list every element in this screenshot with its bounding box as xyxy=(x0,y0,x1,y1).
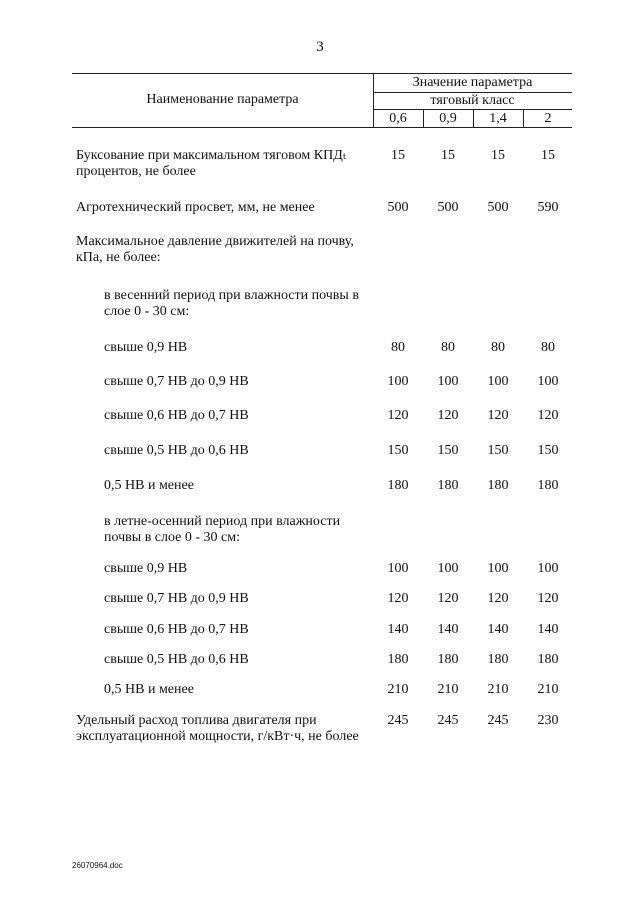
row-value: 140 xyxy=(487,622,509,637)
row-value: 100 xyxy=(537,561,559,576)
row-value: 180 xyxy=(437,478,459,493)
header-traction-class: тяговый класс xyxy=(430,93,515,108)
row-value: 120 xyxy=(537,591,559,606)
page-number: 3 xyxy=(316,39,324,55)
footer-filename: 26070964.doc xyxy=(72,861,123,870)
row-value: 15 xyxy=(441,148,455,163)
row-value: 150 xyxy=(437,443,459,458)
row-label: свыше 0,9 НВ xyxy=(104,340,188,355)
row-value: 15 xyxy=(541,148,555,163)
header-class-1-4: 1,4 xyxy=(489,111,507,126)
row-value: 140 xyxy=(537,622,559,637)
row-value: 15 xyxy=(391,148,405,163)
row-label: 0,5 НВ и менее xyxy=(104,478,194,493)
header-top-rule xyxy=(72,73,572,74)
row-value: 500 xyxy=(387,200,409,215)
row-value: 100 xyxy=(487,561,509,576)
row-label: свыше 0,5 НВ до 0,6 НВ xyxy=(104,652,249,667)
header-param-name: Наименование параметра xyxy=(146,92,299,107)
row-label: свыше 0,6 НВ до 0,7 НВ xyxy=(104,622,249,637)
row-label: Удельный расход топлива двигателя при эксплуатационной мощности, г/кВт·ч, не более xyxy=(76,713,359,744)
header-class-2: 2 xyxy=(544,111,552,126)
row-label: свыше 0,9 НВ xyxy=(104,561,188,576)
row-label: Максимальное давление движителей на почву, кПа, не более: xyxy=(76,234,354,265)
header-param-value: Значение параметра xyxy=(412,75,533,90)
row-label: свыше 0,5 НВ до 0,6 НВ xyxy=(104,443,249,458)
row-value: 245 xyxy=(487,713,509,728)
row-value: 230 xyxy=(537,713,559,728)
row-value: 180 xyxy=(387,652,409,667)
row-value: 100 xyxy=(387,561,409,576)
row-value: 150 xyxy=(487,443,509,458)
row-value: 120 xyxy=(387,408,409,423)
row-value: 120 xyxy=(437,408,459,423)
row-label: свыше 0,7 НВ до 0,9 НВ xyxy=(104,374,249,389)
row-value: 120 xyxy=(437,591,459,606)
row-value: 120 xyxy=(487,591,509,606)
row-value: 180 xyxy=(387,478,409,493)
header-bottom-rule xyxy=(72,127,572,128)
row-label: Буксование при максимальном тяговом КПДₜ процентов, не более xyxy=(76,148,347,179)
row-value: 180 xyxy=(487,652,509,667)
row-value: 210 xyxy=(437,682,459,697)
row-label: свыше 0,6 НВ до 0,7 НВ xyxy=(104,408,249,423)
header-class-0-6: 0,6 xyxy=(389,111,407,126)
row-value: 100 xyxy=(437,374,459,389)
row-value: 210 xyxy=(387,682,409,697)
row-value: 100 xyxy=(437,561,459,576)
row-value: 100 xyxy=(537,374,559,389)
row-value: 120 xyxy=(487,408,509,423)
row-value: 150 xyxy=(537,443,559,458)
row-value: 500 xyxy=(487,200,509,215)
row-value: 80 xyxy=(541,340,555,355)
row-value: 180 xyxy=(487,478,509,493)
row-value: 245 xyxy=(387,713,409,728)
row-value: 500 xyxy=(437,200,459,215)
row-value: 140 xyxy=(437,622,459,637)
row-value: 100 xyxy=(387,374,409,389)
row-label: свыше 0,7 НВ до 0,9 НВ xyxy=(104,591,249,606)
header-class-0-9: 0,9 xyxy=(439,111,457,126)
row-value: 210 xyxy=(537,682,559,697)
row-label: в весенний период при влажности почвы в слое 0 - 30 см: xyxy=(104,288,359,319)
row-value: 180 xyxy=(537,478,559,493)
row-value: 180 xyxy=(437,652,459,667)
row-value: 100 xyxy=(487,374,509,389)
row-value: 120 xyxy=(537,408,559,423)
row-value: 210 xyxy=(487,682,509,697)
row-value: 180 xyxy=(537,652,559,667)
row-value: 120 xyxy=(387,591,409,606)
row-label: Агротехнический просвет, мм, не менее xyxy=(76,200,315,215)
row-value: 150 xyxy=(387,443,409,458)
row-label: в летне-осенний период при влажности почвы в слое 0 - 30 см: xyxy=(104,514,341,545)
row-value: 80 xyxy=(491,340,505,355)
row-label: 0,5 НВ и менее xyxy=(104,682,194,697)
row-value: 15 xyxy=(491,148,505,163)
row-value: 80 xyxy=(441,340,455,355)
row-value: 140 xyxy=(387,622,409,637)
row-value: 245 xyxy=(437,713,459,728)
row-value: 590 xyxy=(537,200,559,215)
row-value: 80 xyxy=(391,340,405,355)
